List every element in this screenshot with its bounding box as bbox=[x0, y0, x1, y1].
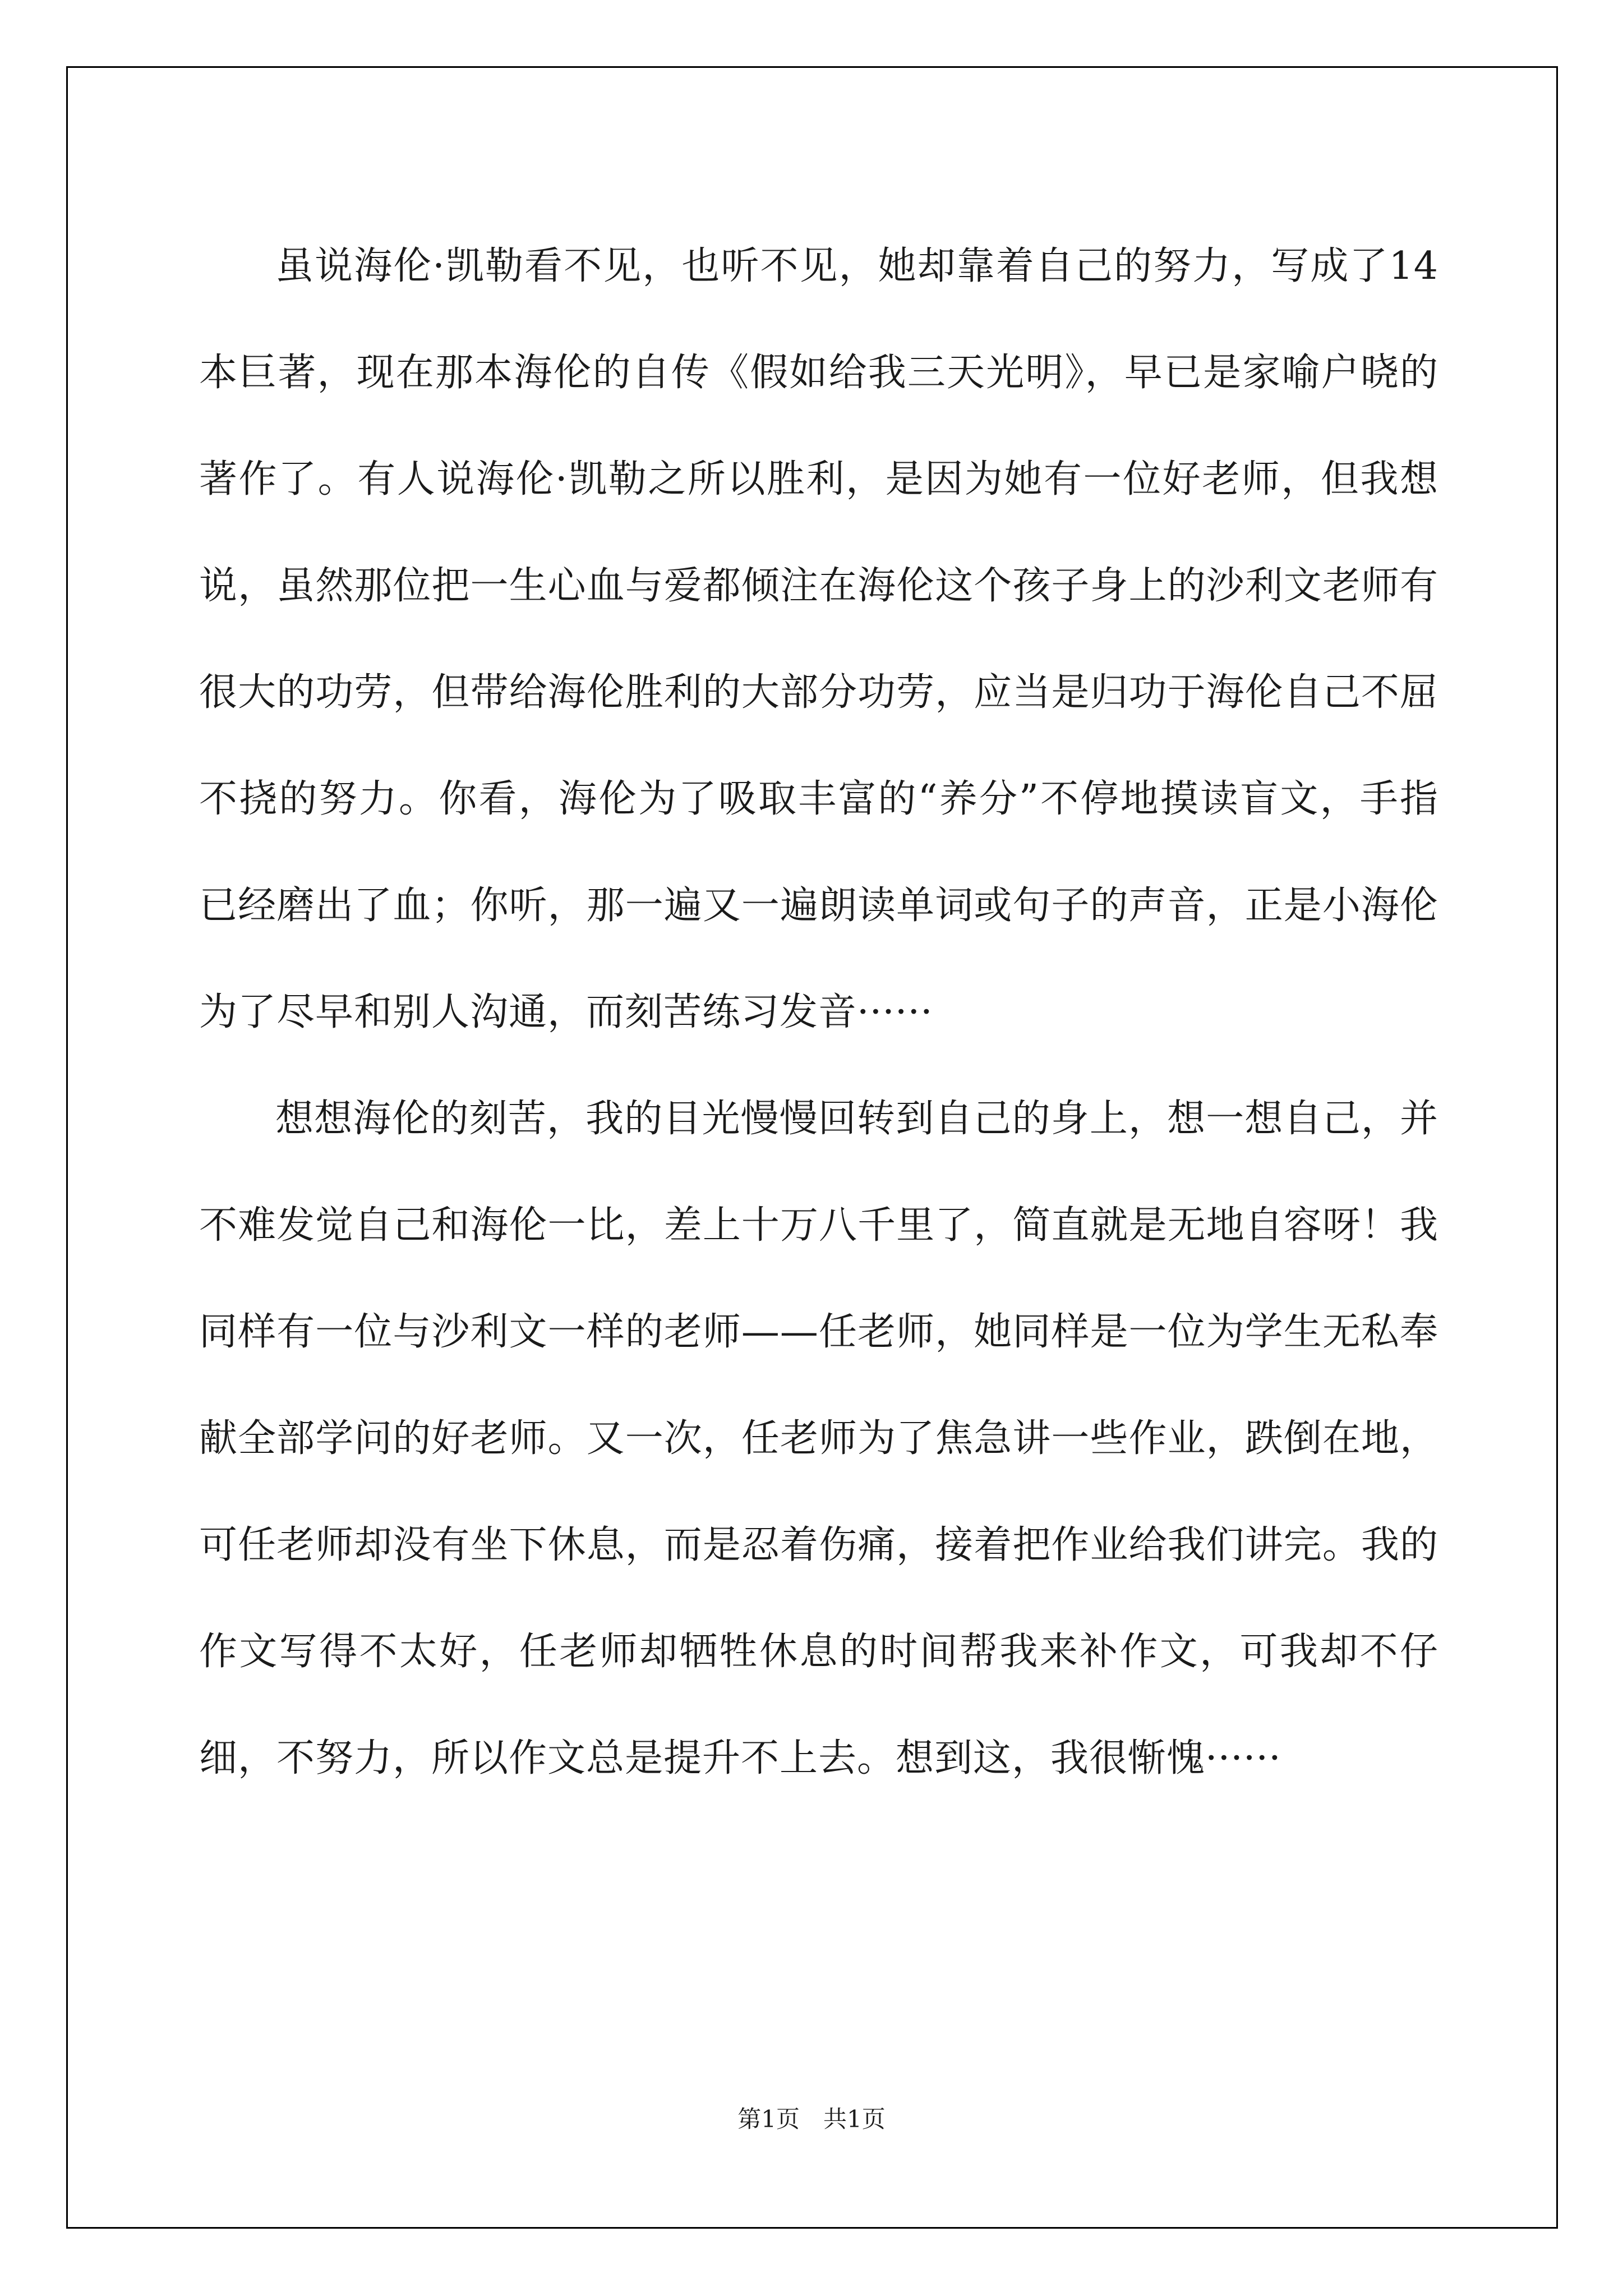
document-body bbox=[199, 213, 1438, 1812]
paragraph-1: 虽说海伦·凯勒看不见，也听不见，她却靠着自己的努力，写成了14本巨著，现在那本海伦的自传《假如给我三天光明》，早已是家喻户晓的著作了。有人说海伦·凯勒之所以胜利，是因为她有一位好老师，但我想说，虽然那位把一生心血与爱都倾注在海伦这个孩子身上的沙利文老师有很大的功劳，但带给海伦胜利的大部分功劳，应当是归功于海伦自己不屈不挠的努力。你看，海伦为了吸取丰富的“养分”不停地摸读盲文，手指已经磨出了血；你听，那一遍又一遍朗读单词或句子的声音，正是小海伦为了尽早和别人沟通，而刻苦练习发音······ bbox=[199, 244, 1438, 1034]
page-footer: 第1页 共1页 bbox=[737, 2105, 886, 2133]
paragraph-2: 想想海伦的刻苦，我的目光慢慢回转到自己的身上，想一想自己，并不难发觉自己和海伦一比，差上十万八千里了，简直就是无地自容呀！我同样有一位与沙利文一样的老师——任老师，她同样是一位为学生无私奉献全部学问的好老师。又一次，任老师为了焦急讲一些作业，跌倒在地，可任老师却没有坐下休息，而是忍着伤痛，接着把作业给我们讲完。我的作文写得不太好，任老师却牺牲休息的时间帮我来补作文，可我却不仔细，不努力，所以作文总是提升不上去。想到这，我很惭愧······ bbox=[199, 1097, 1438, 1780]
